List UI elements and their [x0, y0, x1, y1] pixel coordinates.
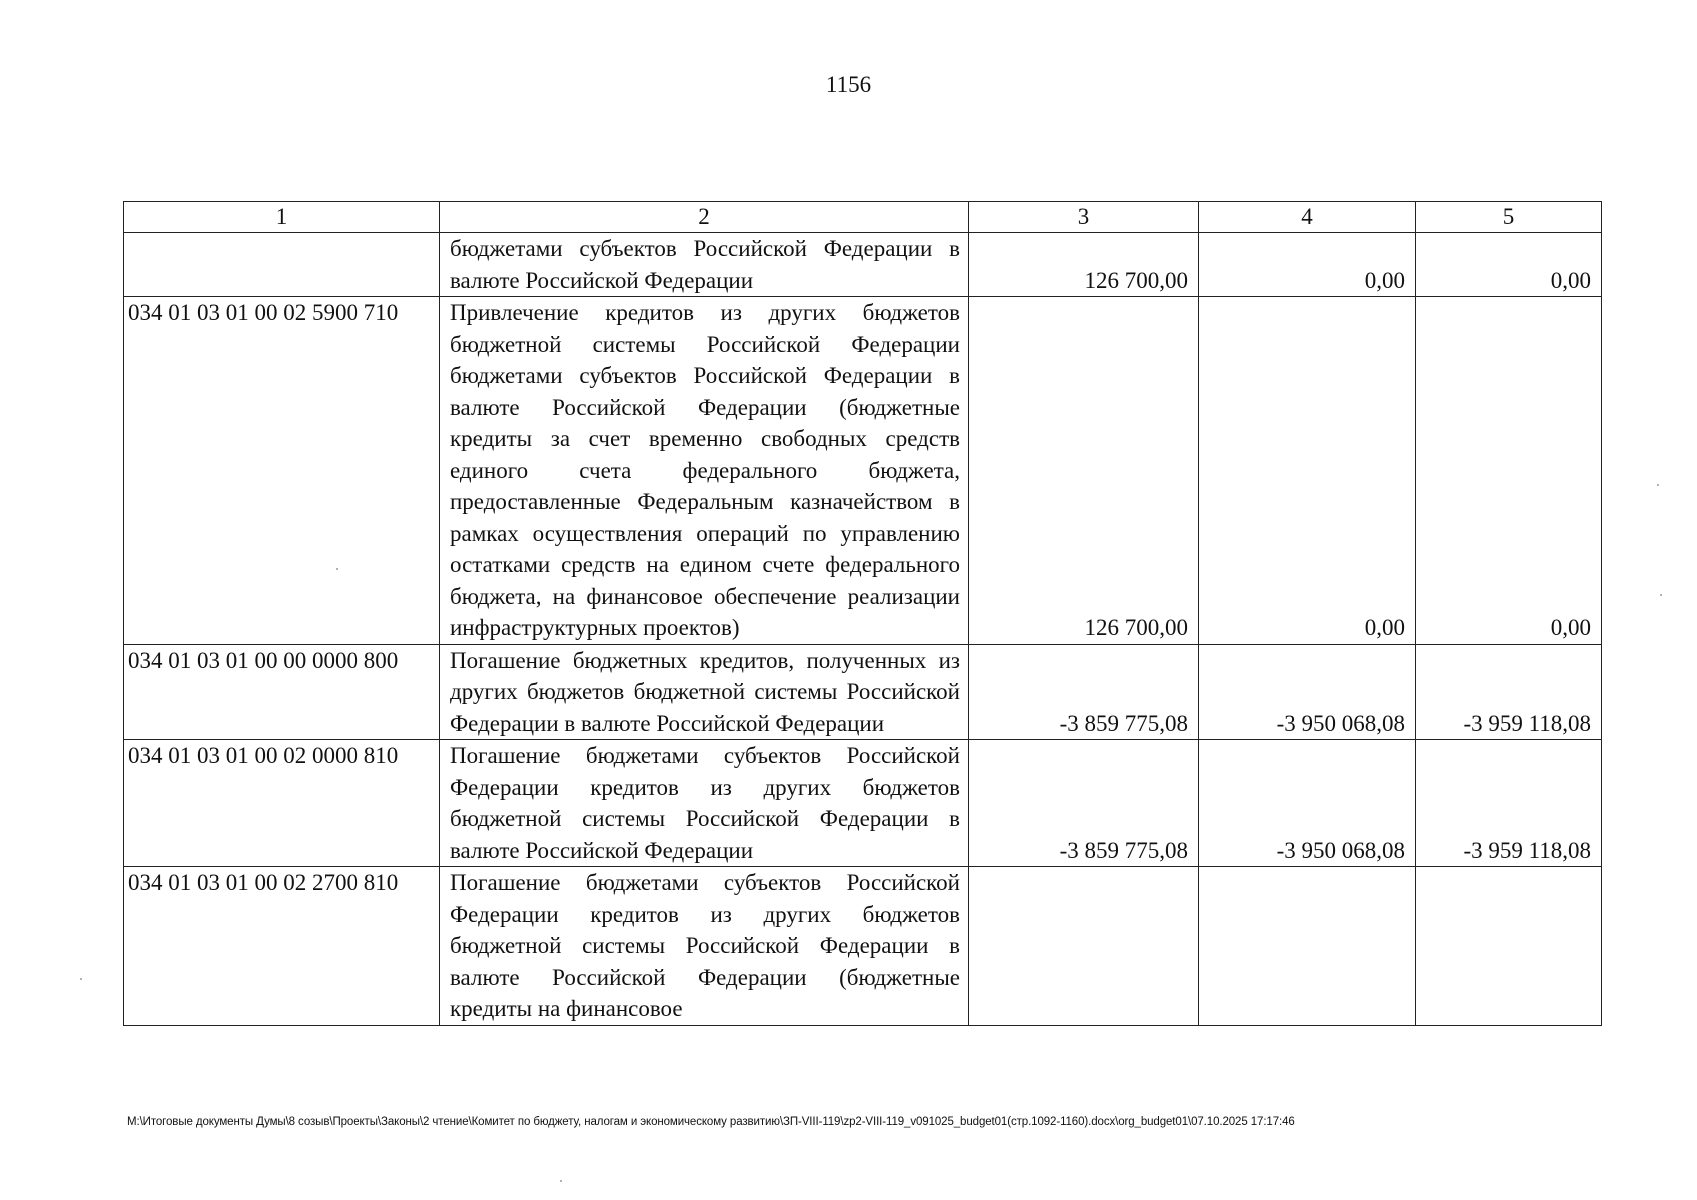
header-col-1: 1	[124, 202, 440, 233]
budget-sources-table	[123, 201, 1602, 1026]
amount-col-3: 126 700,00	[969, 297, 1199, 645]
amount-col-5: 0,00	[1416, 233, 1602, 297]
amount-col-3: -3 859 775,08	[969, 644, 1199, 740]
table-row	[124, 297, 1602, 645]
scan-speck	[560, 1180, 562, 1182]
table-row	[124, 233, 1602, 297]
row-description: Привлечение кредитов из других бюджетов бюджетной системы Российской Федерации бюджетами субъектов Российской Федерации в валюте Российской Федерации (бюджетные кредиты за счет временно свободных средств единого счета федерального бюджета, предоставленные Федеральным казначейством в рамках осуществления операций по управлению остатками средств на едином счете федерального бюджета, на финансовое обеспечение реализации инфраструктурных проектов)	[440, 297, 969, 645]
row-description: Погашение бюджетами субъектов Российской Федерации кредитов из других бюджетов бюджетной системы Российской Федерации в валюте Российской Федерации	[440, 740, 969, 867]
document-file-path: M:\Итоговые документы Думы\8 созыв\Проекты\Законы\2 чтение\Комитет по бюджету, налогам и экономическому развитию\ЗП-VIII-119\zp2-VIII-119_v091025_budget01(стр.1092-1160).docx\org_budget01\07.10.2025 17:17:46	[127, 1116, 1295, 1128]
amount-col-3	[969, 867, 1199, 1026]
scan-speck	[336, 568, 338, 570]
amount-col-3: -3 859 775,08	[969, 740, 1199, 867]
amount-col-4: -3 950 068,08	[1199, 644, 1416, 740]
header-col-3: 3	[969, 202, 1199, 233]
header-col-4: 4	[1199, 202, 1416, 233]
scan-speck	[80, 978, 82, 980]
row-description: Погашение бюджетных кредитов, полученных из других бюджетов бюджетной системы Российской Федерации в валюте Российской Федерации	[440, 644, 969, 740]
row-description: Погашение бюджетами субъектов Российской Федерации кредитов из других бюджетов бюджетной системы Российской Федерации в валюте Российской Федерации (бюджетные кредиты на финансовое	[440, 867, 969, 1026]
budget-code: 034 01 03 01 00 02 2700 810	[124, 867, 440, 1026]
amount-col-4: 0,00	[1199, 233, 1416, 297]
amount-col-5: 0,00	[1416, 297, 1602, 645]
amount-col-5: -3 959 118,08	[1416, 644, 1602, 740]
budget-code: 034 01 03 01 00 02 5900 710	[124, 297, 440, 645]
amount-col-4: 0,00	[1199, 297, 1416, 645]
header-col-2: 2	[440, 202, 969, 233]
budget-code: 034 01 03 01 00 00 0000 800	[124, 644, 440, 740]
scan-speck	[1660, 594, 1662, 596]
header-col-5: 5	[1416, 202, 1602, 233]
row-description: бюджетами субъектов Российской Федерации в валюте Российской Федерации	[440, 233, 969, 297]
amount-col-4	[1199, 867, 1416, 1026]
page-number: 1156	[825, 72, 872, 97]
table-header-row	[124, 202, 1602, 233]
amount-col-3: 126 700,00	[969, 233, 1199, 297]
amount-col-5: -3 959 118,08	[1416, 740, 1602, 867]
table-row	[124, 867, 1602, 1026]
budget-code: 034 01 03 01 00 02 0000 810	[124, 740, 440, 867]
table-row	[124, 740, 1602, 867]
amount-col-4: -3 950 068,08	[1199, 740, 1416, 867]
budget-code	[124, 233, 440, 297]
amount-col-5	[1416, 867, 1602, 1026]
table-row	[124, 644, 1602, 740]
scan-speck	[1657, 484, 1659, 486]
